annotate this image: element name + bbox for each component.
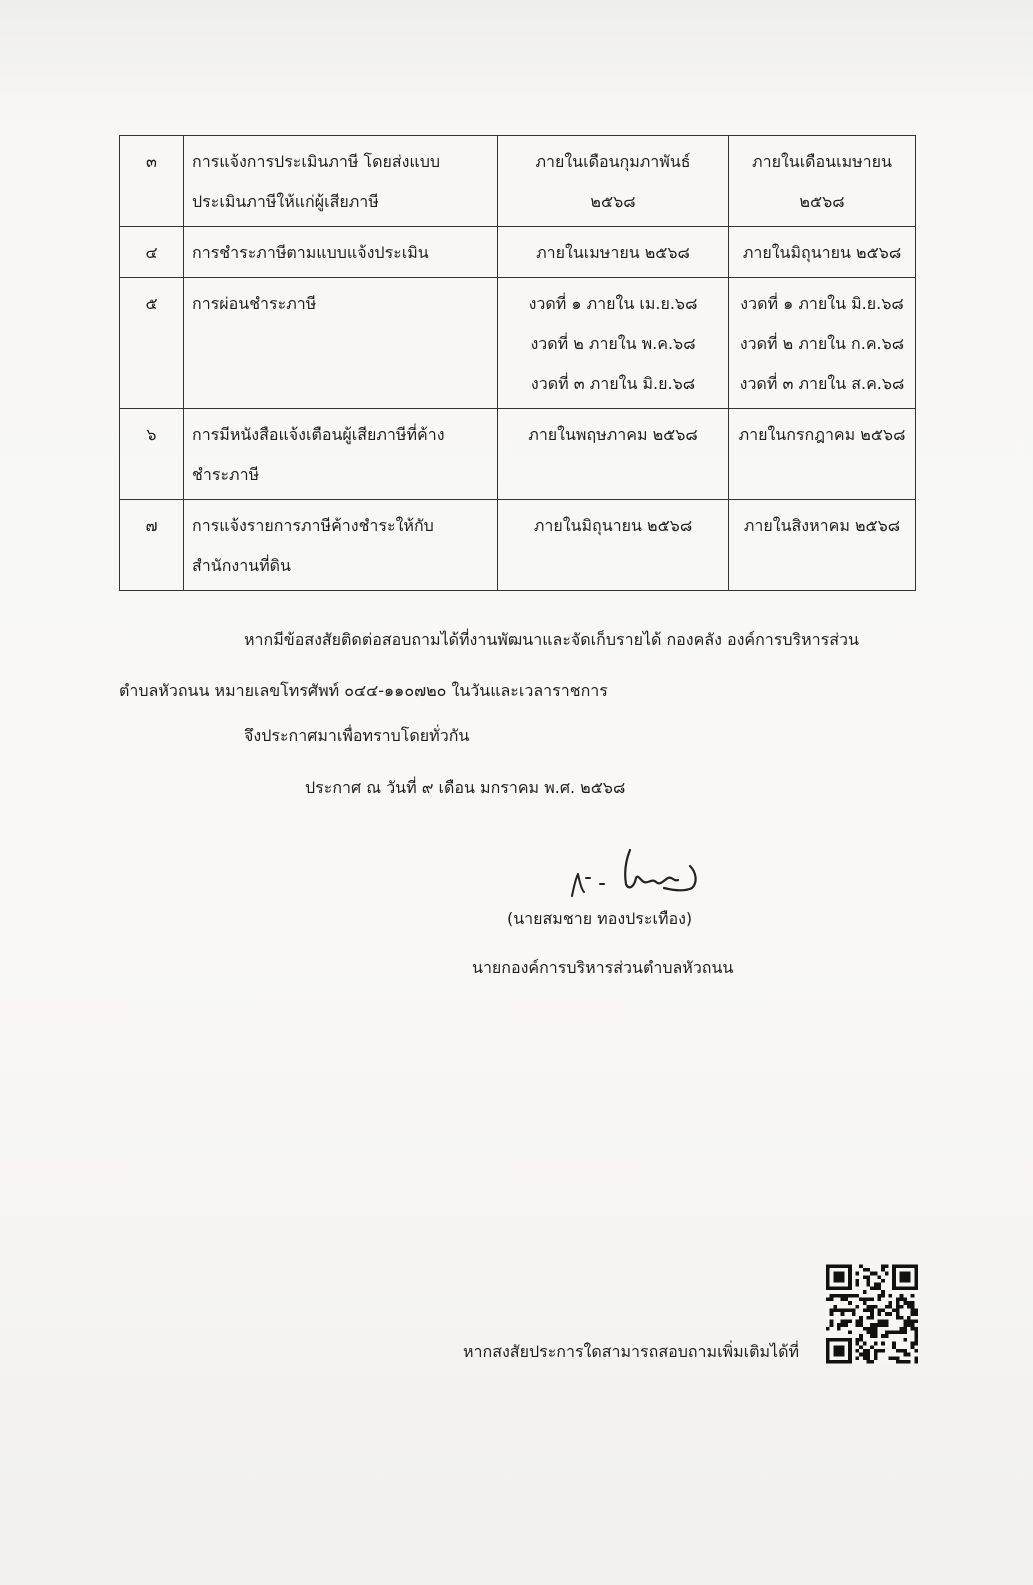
row-number: ๖: [120, 409, 184, 500]
table-row: [120, 227, 916, 278]
row-period-1-line: งวดที่ ๑ ภายใน เม.ย.๖๘: [528, 294, 698, 313]
announcement-date: ประกาศ ณ วันที่ ๙ เดือน มกราคม พ.ศ. ๒๕๖๘: [305, 778, 626, 797]
row-period-1-line: ๒๕๖๘: [590, 192, 636, 211]
table-row: [120, 500, 916, 591]
row-period-1: [498, 136, 729, 227]
table-row: [120, 409, 916, 500]
row-item-line: ชำระภาษี: [192, 465, 260, 484]
table-row: [120, 136, 916, 227]
row-item: [184, 136, 498, 227]
row-period-1-line: ภายในเดือนกุมภาพันธ์: [535, 152, 691, 171]
row-period-1: [498, 227, 729, 278]
announcement-text: จึงประกาศมาเพื่อทราบโดยทั่วกัน: [244, 726, 470, 745]
row-item-line: การแจ้งรายการภาษีค้างชำระให้กับ: [192, 516, 434, 535]
signatory-name: (นายสมชาย ทองประเทือง): [507, 909, 693, 928]
row-number: ๕: [120, 278, 184, 409]
qr-code[interactable]: [826, 1264, 918, 1364]
row-period-2-line: ภายในสิงหาคม ๒๕๖๘: [743, 516, 901, 535]
row-period-2-line: ภายในมิถุนายน ๒๕๖๘: [742, 243, 902, 262]
row-period-2: [729, 278, 916, 409]
row-item-line: สำนักงานที่ดิน: [192, 556, 291, 575]
row-number: ๗: [120, 500, 184, 591]
row-item: [184, 500, 498, 591]
row-item-line: การชำระภาษีตามแบบแจ้งประเมิน: [192, 243, 429, 262]
row-period-1: [498, 409, 729, 500]
row-period-2: [729, 500, 916, 591]
row-period-1: [498, 500, 729, 591]
signatory-position: นายกองค์การบริหารส่วนตำบลหัวถนน: [472, 958, 734, 977]
row-item-line: การผ่อนชำระภาษี: [192, 294, 317, 313]
row-period-1-line: ภายในมิถุนายน ๒๕๖๘: [533, 516, 693, 535]
row-number: ๔: [120, 227, 184, 278]
row-period-2-line: งวดที่ ๓ ภายใน ส.ค.๖๘: [739, 374, 905, 393]
table-row: [120, 278, 916, 409]
row-period-2-line: งวดที่ ๒ ภายใน ก.ค.๖๘: [739, 334, 905, 353]
row-item: [184, 227, 498, 278]
row-period-1: [498, 278, 729, 409]
row-period-2: [729, 409, 916, 500]
contact-line-1: หากมีข้อสงสัยติดต่อสอบถามได้ที่งานพัฒนาและจัดเก็บรายได้ กองคลัง องค์การบริหารส่วน: [244, 630, 859, 649]
row-item-line: การแจ้งการประเมินภาษี โดยส่งแบบ: [192, 152, 441, 171]
signature-image: [560, 838, 710, 904]
contact-line-2: ตำบลหัวถนน หมายเลขโทรศัพท์ ๐๔๔-๑๑๐๗๒๐ ในวันและเวลาราชการ: [119, 681, 608, 700]
row-period-2-line: ๒๕๖๘: [799, 192, 845, 211]
row-period-1-line: ภายในเมษายน ๒๕๖๘: [536, 243, 690, 262]
row-period-2-line: งวดที่ ๑ ภายใน มิ.ย.๖๘: [740, 294, 904, 313]
row-number: ๓: [120, 136, 184, 227]
tax-schedule-table: [119, 135, 916, 591]
table-body: [120, 136, 916, 591]
row-period-2-line: ภายในเดือนเมษายน: [752, 152, 892, 171]
qr-note: หากสงสัยประการใดสามารถสอบถามเพิ่มเติมได้ที่: [463, 1342, 800, 1361]
row-item: [184, 278, 498, 409]
row-period-1-line: ภายในพฤษภาคม ๒๕๖๘: [528, 425, 698, 444]
row-period-1-line: งวดที่ ๒ ภายใน พ.ค.๖๘: [530, 334, 696, 353]
row-period-2: [729, 136, 916, 227]
row-item-line: การมีหนังสือแจ้งเตือนผู้เสียภาษีที่ค้าง: [192, 425, 445, 444]
row-item-line: ประเมินภาษีให้แก่ผู้เสียภาษี: [192, 192, 379, 211]
row-period-2-line: ภายในกรกฎาคม ๒๕๖๘: [738, 425, 906, 444]
row-item: [184, 409, 498, 500]
row-period-1-line: งวดที่ ๓ ภายใน มิ.ย.๖๘: [530, 374, 696, 393]
row-period-2: [729, 227, 916, 278]
